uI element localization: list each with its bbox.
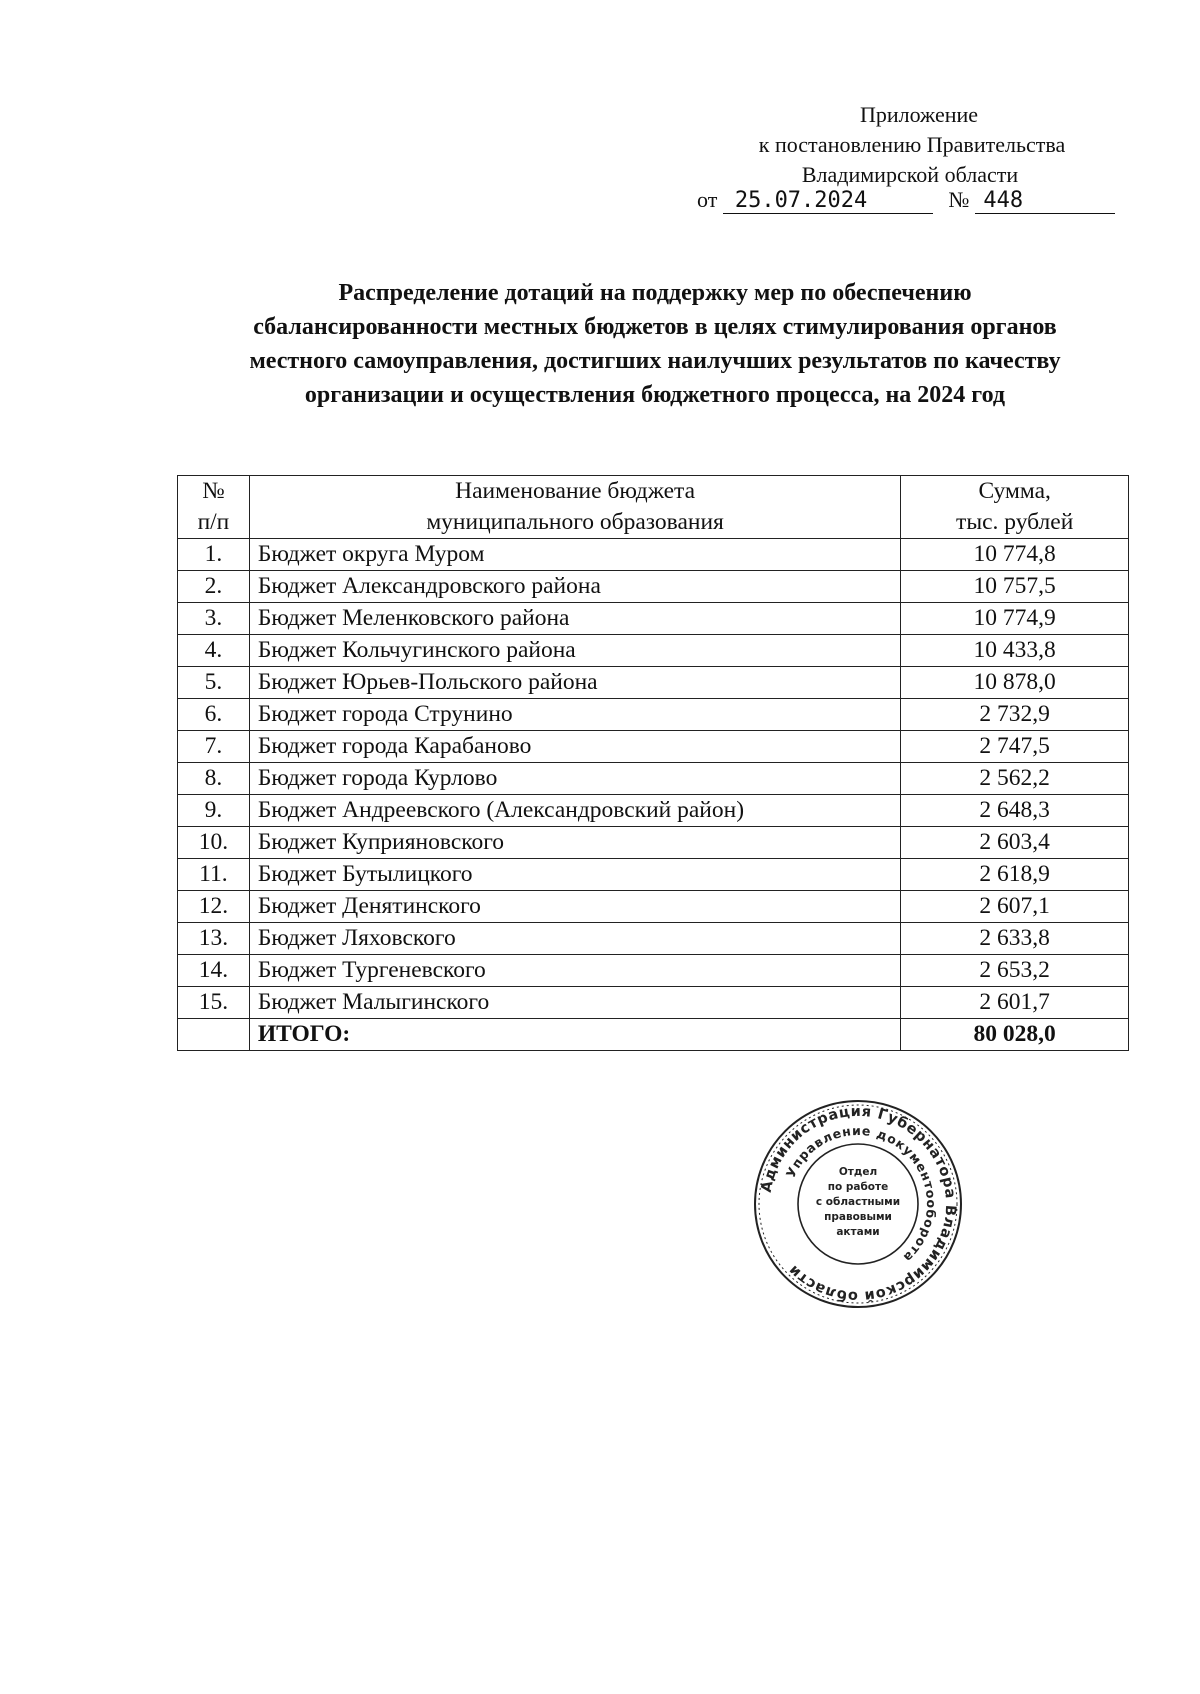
header-name (249, 476, 900, 539)
row-number: 1. (178, 539, 250, 571)
title-line-2: сбалансированности местных бюджетов в целях стимулирования органов (253, 314, 1057, 340)
table-row (178, 571, 1129, 603)
total-sum: 80 028,0 (901, 1019, 1129, 1051)
row-number: 9. (178, 795, 250, 827)
budget-name: Бюджет Меленковского района (249, 603, 900, 635)
budget-sum: 2 653,2 (901, 955, 1129, 987)
budget-sum: 2 562,2 (901, 763, 1129, 795)
budget-sum: 2 603,4 (901, 827, 1129, 859)
budget-table (177, 475, 1129, 1051)
budget-name: Бюджет Ляховского (249, 923, 900, 955)
header-name-line-2: муниципального образования (426, 509, 724, 535)
budget-name: Бюджет Кольчугинского района (249, 635, 900, 667)
row-number: 10. (178, 827, 250, 859)
table-row (178, 539, 1129, 571)
row-number: 7. (178, 731, 250, 763)
budget-name: Бюджет Тургеневского (249, 955, 900, 987)
stamp-center-line-4: правовыми (824, 1211, 892, 1223)
row-number: 11. (178, 859, 250, 891)
budget-sum: 10 774,9 (901, 603, 1129, 635)
resolution-date: 25.07.2024 (723, 189, 933, 214)
header-number-line-2: п/п (197, 509, 230, 535)
budget-sum: 2 618,9 (901, 859, 1129, 891)
resolution-label: к постановлению Правительства (758, 132, 1066, 157)
table-row (178, 603, 1129, 635)
stamp-center-line-2: по работе (827, 1181, 889, 1193)
budget-name: Бюджет Андреевского (Александровский район) (249, 795, 900, 827)
region-label: Владимирской области (801, 162, 1019, 187)
header-number-line-1: № (202, 478, 225, 504)
row-number: 4. (178, 635, 250, 667)
table-row (178, 795, 1129, 827)
row-number: 3. (178, 603, 250, 635)
header-sum-line-2: тыс. рублей (956, 509, 1074, 535)
table-row (178, 859, 1129, 891)
budget-sum: 10 433,8 (901, 635, 1129, 667)
budget-name: Бюджет города Карабаново (249, 731, 900, 763)
number-sign: № (948, 187, 970, 212)
header-name-line-1: Наименование бюджета (455, 478, 696, 504)
table-row (178, 667, 1129, 699)
budget-sum: 10 774,8 (901, 539, 1129, 571)
appendix-header (700, 100, 1120, 190)
title-line-1: Распределение дотаций на поддержку мер по обеспечению (338, 280, 972, 306)
table-header-row (178, 476, 1129, 539)
budget-name: Бюджет Бутылицкого (249, 859, 900, 891)
stamp-outer-text: Администрация Губернатора Владимирской области (758, 1103, 959, 1305)
header-sum (901, 476, 1129, 539)
budget-name: Бюджет Александровского района (249, 571, 900, 603)
budget-name: Бюджет Юрьев-Польского района (249, 667, 900, 699)
document-title (160, 276, 1150, 412)
stamp-center-line-1: Отдел (838, 1166, 878, 1178)
total-label: ИТОГО: (249, 1019, 900, 1051)
total-row (178, 1019, 1129, 1051)
budget-sum: 2 633,8 (901, 923, 1129, 955)
row-number: 6. (178, 699, 250, 731)
table-row (178, 955, 1129, 987)
budget-sum: 2 648,3 (901, 795, 1129, 827)
row-number: 12. (178, 891, 250, 923)
budget-name: Бюджет Денятинского (249, 891, 900, 923)
stamp-center-line-5: актами (836, 1226, 880, 1238)
resolution-date-number (697, 185, 1127, 215)
row-number: 5. (178, 667, 250, 699)
appendix-label: Приложение (859, 102, 979, 127)
table-row (178, 763, 1129, 795)
header-sum-line-1: Сумма, (978, 478, 1051, 504)
table-row (178, 891, 1129, 923)
row-number: 8. (178, 763, 250, 795)
table-row (178, 635, 1129, 667)
budget-sum: 2 607,1 (901, 891, 1129, 923)
budget-name: Бюджет Малыгинского (249, 987, 900, 1019)
budget-name: Бюджет Куприяновского (249, 827, 900, 859)
date-prefix: от (697, 187, 718, 212)
row-number: 13. (178, 923, 250, 955)
table-row (178, 699, 1129, 731)
budget-sum: 10 878,0 (901, 667, 1129, 699)
title-line-4: организации и осуществления бюджетного процесса, на 2024 год (304, 382, 1006, 408)
table-row (178, 731, 1129, 763)
header-number (178, 476, 250, 539)
budget-sum: 2 601,7 (901, 987, 1129, 1019)
row-number: 15. (178, 987, 250, 1019)
budget-name: Бюджет города Струнино (249, 699, 900, 731)
stamp-center-text (798, 1165, 918, 1240)
budget-sum: 2 747,5 (901, 731, 1129, 763)
budget-name: Бюджет города Курлово (249, 763, 900, 795)
table-row (178, 987, 1129, 1019)
resolution-number: 448 (975, 189, 1115, 214)
total-number-cell (178, 1019, 250, 1051)
budget-sum: 10 757,5 (901, 571, 1129, 603)
budget-sum: 2 732,9 (901, 699, 1129, 731)
title-line-3: местного самоуправления, достигших наилучших результатов по качеству (249, 348, 1061, 374)
table-row (178, 827, 1129, 859)
row-number: 14. (178, 955, 250, 987)
stamp-inner-text: Управление документооборота (782, 1122, 940, 1266)
row-number: 2. (178, 571, 250, 603)
stamp-center-line-3: с областными (815, 1196, 901, 1208)
budget-name: Бюджет округа Муром (249, 539, 900, 571)
table-row (178, 923, 1129, 955)
official-stamp (752, 1098, 964, 1310)
